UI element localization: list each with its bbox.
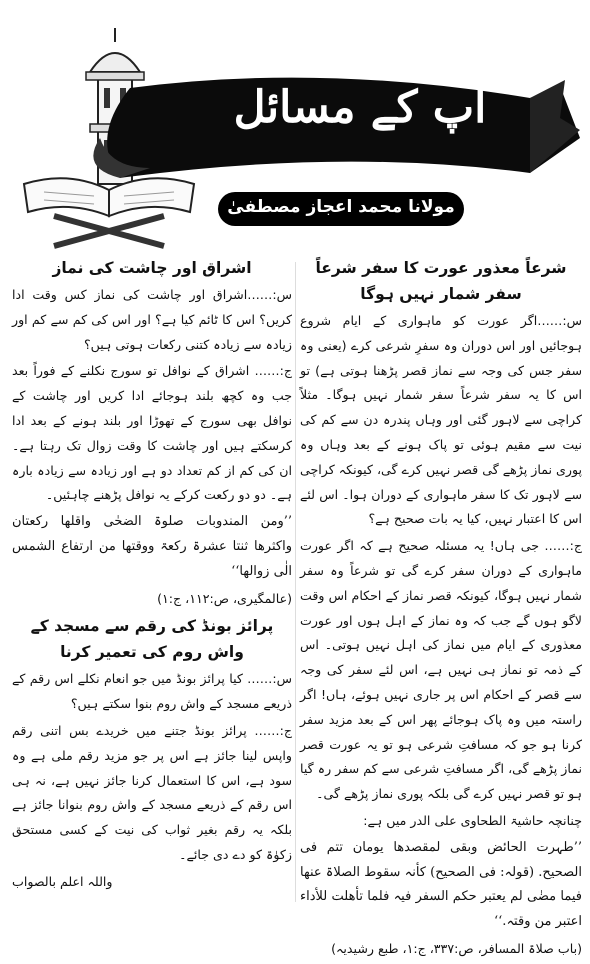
answer-ishraq: ج:…… اشراق کے نوافل تو سورج نکلنے کے فوراً بعد جب وہ کچھ بلند ہوجائے ادا کریں اور چاشت کے نوافل بھی سورج کے تھوڑا اور بلند ہونے کے بعد ادا کرسکتے ہیں اور چاشت کا وقت زوال تک رہتا ہے۔ ان کی کم از کم تعداد دو ہے اور زیادہ سے زیادہ بارہ ہے۔ دو دو رکعت کرکے یہ نوافل پڑھنے چاہئیں۔: [12, 363, 292, 503]
quote-intro: چنانچہ حاشیۃ الطحاوی علی الدر میں ہے:: [363, 812, 582, 828]
quote-reference: (باب صلاۃ المسافر، ص:۳۳۷، ج:۱، طبع رشیدیہ): [331, 940, 582, 956]
page-title: آپ کے مسائل: [233, 82, 487, 133]
arabic-reference: (عالمگیری، ص:۱۱۲، ج:۱): [157, 590, 292, 606]
arabic-quote-ishraq: ’’ومن المندوبات صلوۃ الضحٰی واقلھا رکعتان واکثرھا ثنتا عشرۃ رکعۃ ووقتھا من ارتفاع الشمس الٰی زوالھا‘‘: [12, 514, 292, 579]
author-name: مولانا محمد اعجاز مصطفیٰ: [227, 197, 455, 217]
arabic-quote: ’’طہرت الحائض وبقی لمقصدھا یومان تتم فی الصحیح. (قولہ: فی الصحیح) کأنہ سقوط الصلاۃ عنھا فیما مضٰی لم یعتبر حکم السفر فیہ فلما تأھلت للأداء اعتبر من وقتہ.‘‘: [300, 839, 582, 930]
article-heading-travel: شرعاً معذور عورت کا سفر شرعاً سفر شمار نہیں ہوگا: [315, 259, 567, 303]
article-heading-ishraq: اشراق اور چاشت کی نماز: [52, 259, 252, 277]
question-travel: س:……اگر عورت کو ماہواری کے ایام شروع ہوجائیں اور اس دوران وہ سفرِ شرعی کرے (یعنی وہ سفر جس کی وجہ سے نماز قصر پڑھنا ہوتی ہے) تو اس کا یہ سفر شرعاً سفر شمار نہیں ہوگا۔ مثلاً کراچی سے لاہور گئی اور وہاں پندرہ دن سے کم کی نیت سے مقیم ہوئی تو پاک ہونے کے بعد وہاں وہ پوری نماز پڑھے گی قصر نہیں کرے گی، کیونکہ کراچی سے لاہور تک کا سفر ماہواری کے دوران ہوا۔ اس لئے اس کا اعتبار نہیں، کیا یہ بات صحیح ہے؟: [300, 313, 582, 527]
page-header: [0, 0, 590, 250]
column-divider: [295, 262, 296, 902]
left-column: [12, 255, 292, 897]
article-heading-prize-bond: پرائز بونڈ کی رقم سے مسجد کے واش روم کی تعمیر کرنا: [30, 617, 274, 662]
right-column: [300, 255, 582, 964]
closing-phrase: واللہ اعلم بالصواب: [12, 873, 113, 889]
question-prize-bond: س:…… کیا پرائز بونڈ میں جو انعام نکلے اس رقم کے ذریعے مسجد کے واش روم بنوا سکتے ہیں؟: [12, 671, 292, 712]
answer-prize-bond: ج:…… پرائز بونڈ جتنے میں خریدے بس اتنی رقم واپس لینا جائز ہے اس پر جو مزید رقم ملی ہے وہ سود ہے، اس کا استعمال کرنا جائز نہیں ہے، نہ ہی اس رقم کے ذریعے مسجد کے واش روم بنوانا جائز ہے بلکہ یہ رقم بغیر ثواب کی نیت کے کسی مستحق زکوٰۃ کو دے دی جائے۔: [12, 722, 292, 862]
question-ishraq: س:……اشراق اور چاشت کی نماز کس وقت ادا کریں؟ اس کا ٹائم کیا ہے؟ اور اس کی کم سے کم اور زیادہ سے زیادہ کتنی رکعات ہوتی ہیں؟: [12, 287, 292, 352]
answer-travel: ج:…… جی ہاں! یہ مسئلہ صحیح ہے کہ اگر عورت ماہواری کے دوران سفر کرے گی تو شرعاً وہ سفر شمار نہیں ہوگا، کیونکہ قصر نماز کے احکام اس وقت لاگو ہوں گے جب کہ وہ نماز کے اہل ہوں اور عورت معذوری کے ایام میں نماز کی اہل نہیں ہوتی۔ اس کے ذمہ تو نماز ہی نہیں ہے، اس لئے سفر کی وجہ سے قصر کے احکام اس پر جاری نہیں ہوئے، ہاں! اگر راستہ میں وہ پاک ہوجائے پھر اس کے بعد مزید سفر کرنا ہو جو کہ مسافتِ شرعی ہو تو یہ عورت قصر نماز پڑھے گی، اگر مسافتِ شرعی سے کم سفر رہ گیا ہو تو قصر نہیں کرے گی بلکہ پوری نماز پڑھے گی۔: [300, 538, 582, 802]
